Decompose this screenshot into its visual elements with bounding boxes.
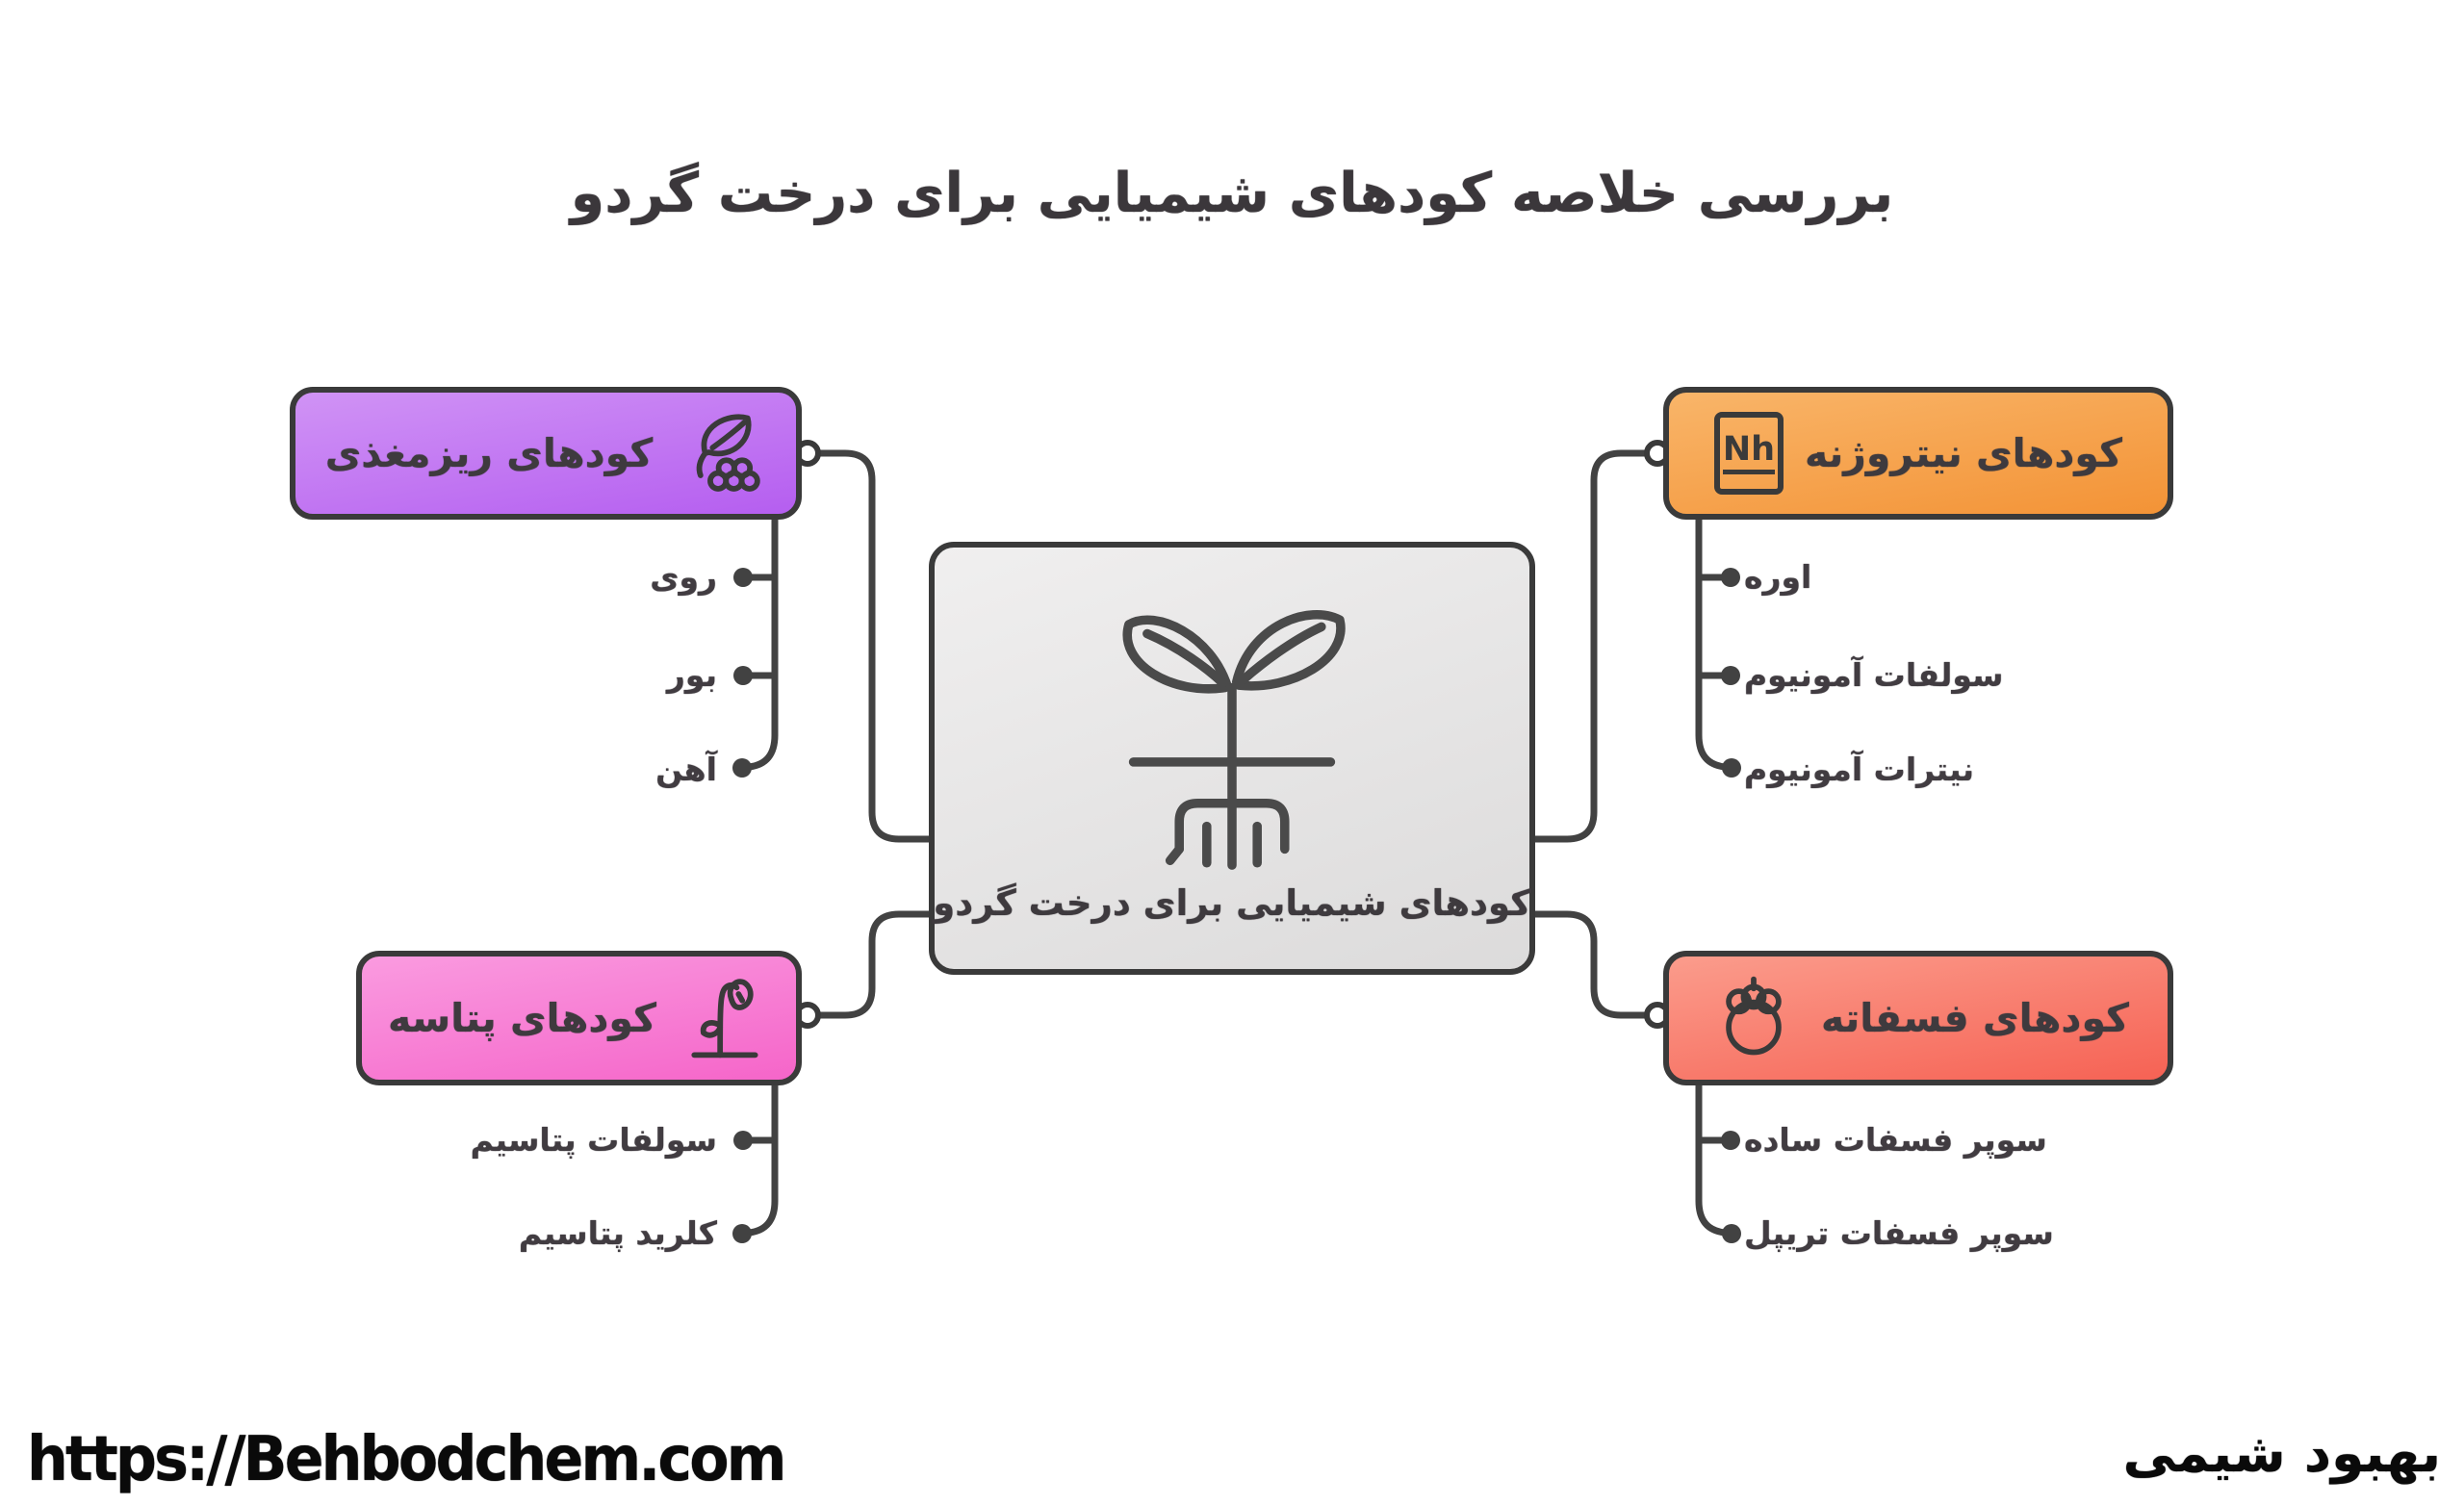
- branch-phosphate: [1699, 1085, 1725, 1233]
- item-potassium-chloride: کلرید پتاسیم: [518, 1214, 717, 1252]
- node-potassium-label: کودهای پتاسه: [388, 995, 656, 1041]
- leaf-berries-icon: [674, 407, 766, 499]
- item-urea: اوره: [1744, 558, 1812, 596]
- item-zinc: روی: [650, 558, 717, 596]
- node-nitrogen-label: کودهای نیتروژنه: [1805, 430, 2122, 476]
- item-ammonium-sulfate: سولفات آمونیوم: [1744, 656, 2004, 694]
- item-boron: بور: [666, 656, 717, 694]
- wire-potassium-to-center: [818, 914, 929, 1015]
- branch-nitrogen: [1699, 520, 1725, 767]
- wire-micronutrient-to-center: [818, 453, 929, 839]
- page-title: بررسی خلاصه کودهای شیمیایی برای درخت گردو: [570, 162, 1894, 225]
- brand-name: بهبود شیمی: [2122, 1422, 2441, 1484]
- periodic-element-icon: [1714, 412, 1784, 495]
- node-nitrogen: [1663, 387, 2173, 520]
- branch-micronutrient: [749, 520, 775, 767]
- node-potassium: [356, 951, 802, 1085]
- wire-phosphate-to-center: [1535, 914, 1647, 1015]
- item-potassium-sulfate: سولفات پتاسیم: [470, 1121, 717, 1159]
- node-micronutrient: [290, 387, 802, 520]
- item-triple-superphosphate: سوپر فسفات تریپل: [1744, 1214, 2054, 1252]
- node-phosphate-label: کودهای فسفاته: [1821, 995, 2129, 1041]
- node-micronutrient-label: کودهای ریزمغذی: [324, 430, 654, 476]
- mangosteen-fruit-icon: [1707, 972, 1800, 1064]
- node-center: [929, 542, 1535, 975]
- seedling-roots-icon: [1083, 576, 1381, 877]
- wilted-flower-icon: [678, 972, 770, 1064]
- node-phosphate: [1663, 951, 2173, 1085]
- wire-nitrogen-to-center: [1535, 453, 1647, 839]
- center-node-label: کودهای شیمیایی برای درخت گردو: [933, 882, 1531, 924]
- website-url: https://Behbodchem.com: [27, 1424, 784, 1495]
- item-iron: آهن: [655, 751, 717, 788]
- item-single-superphosphate: سوپر فسفات ساده: [1744, 1121, 2047, 1159]
- element-symbol: Nh: [1723, 433, 1775, 474]
- item-ammonium-nitrate: نیترات آمونیوم: [1744, 751, 1974, 788]
- branch-potassium: [749, 1085, 775, 1233]
